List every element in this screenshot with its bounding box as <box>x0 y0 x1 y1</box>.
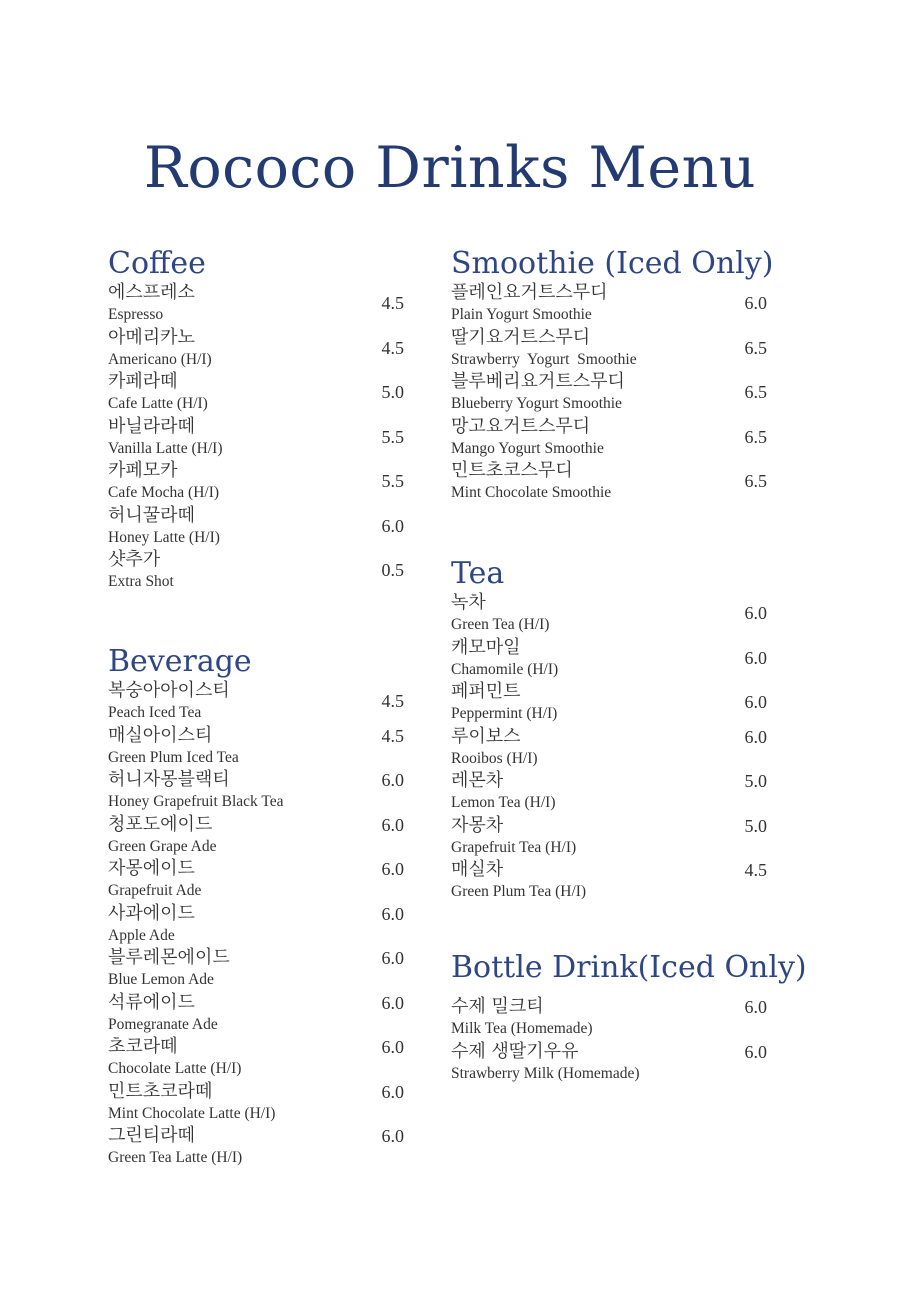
menu-item <box>451 327 767 372</box>
item-name-en: Chocolate Latte (H/I) <box>108 1060 242 1077</box>
item-name-en: Espresso <box>108 306 164 323</box>
item-price: 4.5 <box>744 860 767 880</box>
item-name-en: Apple Ade <box>108 926 175 944</box>
menu-item <box>108 725 404 770</box>
item-name-kr: 청포도에이드 <box>108 813 213 835</box>
item-name-kr: 허니꿀라떼 <box>108 504 195 526</box>
beverage-title: Beverage <box>108 644 252 679</box>
item-price: 6.0 <box>381 1081 404 1102</box>
menu-item <box>451 1041 767 1086</box>
menu-item <box>108 858 404 903</box>
menu-item <box>108 1036 404 1081</box>
item-price: 6.0 <box>381 770 404 790</box>
item-price: 5.0 <box>381 382 404 402</box>
item-name-en: Vanilla Latte (H/I) <box>108 439 223 457</box>
item-name-kr: 복숭아아이스티 <box>108 680 230 701</box>
item-price: 6.0 <box>381 903 404 924</box>
item-name-en: Extra Shot <box>108 573 174 590</box>
item-name-kr: 허니자몽블랙티 <box>108 769 230 790</box>
item-name-en: Mint Chocolate Smoothie <box>451 484 612 501</box>
menu-item <box>108 549 404 594</box>
menu-item <box>108 371 404 416</box>
menu-item <box>451 637 767 682</box>
menu-item <box>108 680 404 725</box>
item-name-en: Honey Grapefruit Black Tea <box>108 793 284 810</box>
item-name-kr: 플레인요거트스무디 <box>451 282 608 303</box>
item-name-en: Honey Latte (H/I) <box>108 528 220 546</box>
item-name-en: Peach Iced Tea <box>108 704 202 721</box>
item-name-en: Grapefruit Ade <box>108 882 202 899</box>
item-price: 5.5 <box>381 426 404 447</box>
item-price: 4.5 <box>381 337 404 358</box>
item-price: 4.5 <box>381 725 404 746</box>
item-name-kr: 사과에이드 <box>108 902 195 924</box>
item-name-kr: 녹차 <box>451 592 486 613</box>
item-name-kr: 민트초코스무디 <box>451 460 573 481</box>
menu-item <box>451 282 767 327</box>
item-name-en: Pomegranate Ade <box>108 1015 218 1033</box>
item-name-kr: 레몬차 <box>451 770 504 791</box>
smoothie-title: Smoothie (Iced Only) <box>451 246 774 281</box>
menu-item <box>108 327 404 372</box>
menu-item <box>108 505 404 550</box>
item-name-kr: 카페모카 <box>108 460 178 481</box>
item-name-en: Green Plum Tea (H/I) <box>451 883 587 900</box>
item-price: 6.0 <box>744 603 767 623</box>
tea-section <box>451 556 767 904</box>
menu-item <box>108 460 404 505</box>
item-name-kr: 자몽차 <box>451 814 504 836</box>
item-price: 6.0 <box>381 814 404 835</box>
item-name-en: Green Grape Ade <box>108 837 217 855</box>
item-price: 6.0 <box>744 1041 767 1062</box>
bottle-title: Bottle Drink(Iced Only) <box>451 950 807 985</box>
menu-item <box>451 371 767 416</box>
menu-item <box>108 282 404 327</box>
menu-item <box>108 814 404 859</box>
beverage-section <box>108 644 404 1170</box>
menu-item <box>451 460 767 505</box>
item-name-kr: 캐모마일 <box>451 636 521 658</box>
coffee-title: Coffee <box>108 246 206 281</box>
item-name-en: Milk Tea (Homemade) <box>451 1020 593 1037</box>
item-price: 6.0 <box>744 293 767 313</box>
item-price: 6.5 <box>744 337 767 358</box>
menu-item <box>451 726 767 771</box>
menu-item <box>451 859 767 904</box>
item-price: 5.0 <box>744 771 767 791</box>
item-name-en: Blue Lemon Ade <box>108 971 214 988</box>
smoothie-section <box>451 246 774 505</box>
item-price: 6.0 <box>744 647 767 668</box>
item-name-kr: 망고요거트스무디 <box>451 415 591 437</box>
item-name-kr: 샷추가 <box>108 549 161 570</box>
bottle-section <box>451 950 807 1085</box>
item-price: 6.0 <box>744 692 767 712</box>
menu-item <box>451 416 767 461</box>
item-price: 6.5 <box>744 426 767 447</box>
menu-item <box>108 903 404 948</box>
item-name-en: Rooibos (H/I) <box>451 749 538 767</box>
item-name-kr: 딸기요거트스무디 <box>451 326 591 348</box>
item-price: 6.0 <box>381 992 404 1013</box>
item-name-en: Cafe Mocha (H/I) <box>108 484 220 501</box>
item-price: 4.5 <box>381 293 404 313</box>
item-price: 6.0 <box>381 948 404 968</box>
item-name-en: Peppermint (H/I) <box>451 705 558 722</box>
item-price: 4.5 <box>381 691 404 711</box>
item-name-en: Strawberry Milk (Homemade) <box>451 1064 640 1082</box>
menu-item <box>108 992 404 1037</box>
item-name-en: Grapefruit Tea (H/I) <box>451 838 577 856</box>
item-price: 6.0 <box>381 1126 404 1146</box>
item-name-en: Blueberry Yogurt Smoothie <box>451 395 622 412</box>
item-name-en: Plain Yogurt Smoothie <box>451 306 592 323</box>
item-price: 5.5 <box>381 471 404 491</box>
item-name-en: Green Plum Iced Tea <box>108 748 239 766</box>
item-name-en: Mango Yogurt Smoothie <box>451 439 604 457</box>
item-name-kr: 매실아이스티 <box>108 724 213 746</box>
menu-item <box>451 770 767 815</box>
item-name-kr: 블루레몬에이드 <box>108 947 230 968</box>
item-price: 6.0 <box>381 1037 404 1057</box>
item-price: 6.0 <box>381 859 404 879</box>
item-price: 6.0 <box>744 726 767 747</box>
item-name-en: Lemon Tea (H/I) <box>451 794 556 811</box>
coffee-section <box>108 246 404 594</box>
item-price: 0.5 <box>381 560 404 580</box>
item-name-kr: 아메리카노 <box>108 326 195 348</box>
menu-item <box>108 769 404 814</box>
item-name-kr: 페퍼민트 <box>451 681 521 702</box>
item-name-kr: 석류에이드 <box>108 991 195 1013</box>
item-name-kr: 블루베리요거트스무디 <box>451 371 625 392</box>
item-name-en: Cafe Latte (H/I) <box>108 395 208 412</box>
menu-item <box>108 1125 404 1170</box>
item-name-kr: 자몽에이드 <box>108 858 195 879</box>
menu-title: Rococo Drinks Menu <box>143 135 757 201</box>
menu-item <box>451 681 767 726</box>
item-price: 6.5 <box>744 382 767 402</box>
item-name-kr: 에스프레소 <box>108 282 195 303</box>
menu-item <box>451 996 767 1041</box>
item-name-kr: 초코라떼 <box>108 1036 178 1057</box>
item-name-en: Strawberry Yogurt Smoothie <box>451 350 637 368</box>
item-price: 5.0 <box>744 815 767 836</box>
item-name-en: Green Tea (H/I) <box>451 616 550 633</box>
item-price: 6.0 <box>744 997 767 1017</box>
item-name-kr: 루이보스 <box>451 725 521 747</box>
menu-item <box>451 592 767 637</box>
item-price: 6.0 <box>381 515 404 536</box>
item-name-kr: 그린티라떼 <box>108 1125 195 1146</box>
item-name-en: Green Tea Latte (H/I) <box>108 1149 243 1166</box>
tea-title: Tea <box>451 556 505 591</box>
item-price: 6.5 <box>744 471 767 491</box>
item-name-kr: 카페라떼 <box>108 371 178 392</box>
menu-item <box>108 1081 404 1126</box>
item-name-en: Chamomile (H/I) <box>451 660 559 678</box>
menu-item <box>108 947 404 992</box>
item-name-kr: 민트초코라떼 <box>108 1080 213 1102</box>
item-name-kr: 바닐라라떼 <box>108 415 195 437</box>
item-name-en: Mint Chocolate Latte (H/I) <box>108 1104 276 1122</box>
item-name-kr: 수제 생딸기우유 <box>451 1040 579 1062</box>
menu-item <box>451 815 767 860</box>
menu-item <box>108 416 404 461</box>
item-name-kr: 매실차 <box>451 859 504 880</box>
item-name-en: Americano (H/I) <box>108 350 212 368</box>
item-name-kr: 수제 밀크티 <box>451 996 544 1017</box>
